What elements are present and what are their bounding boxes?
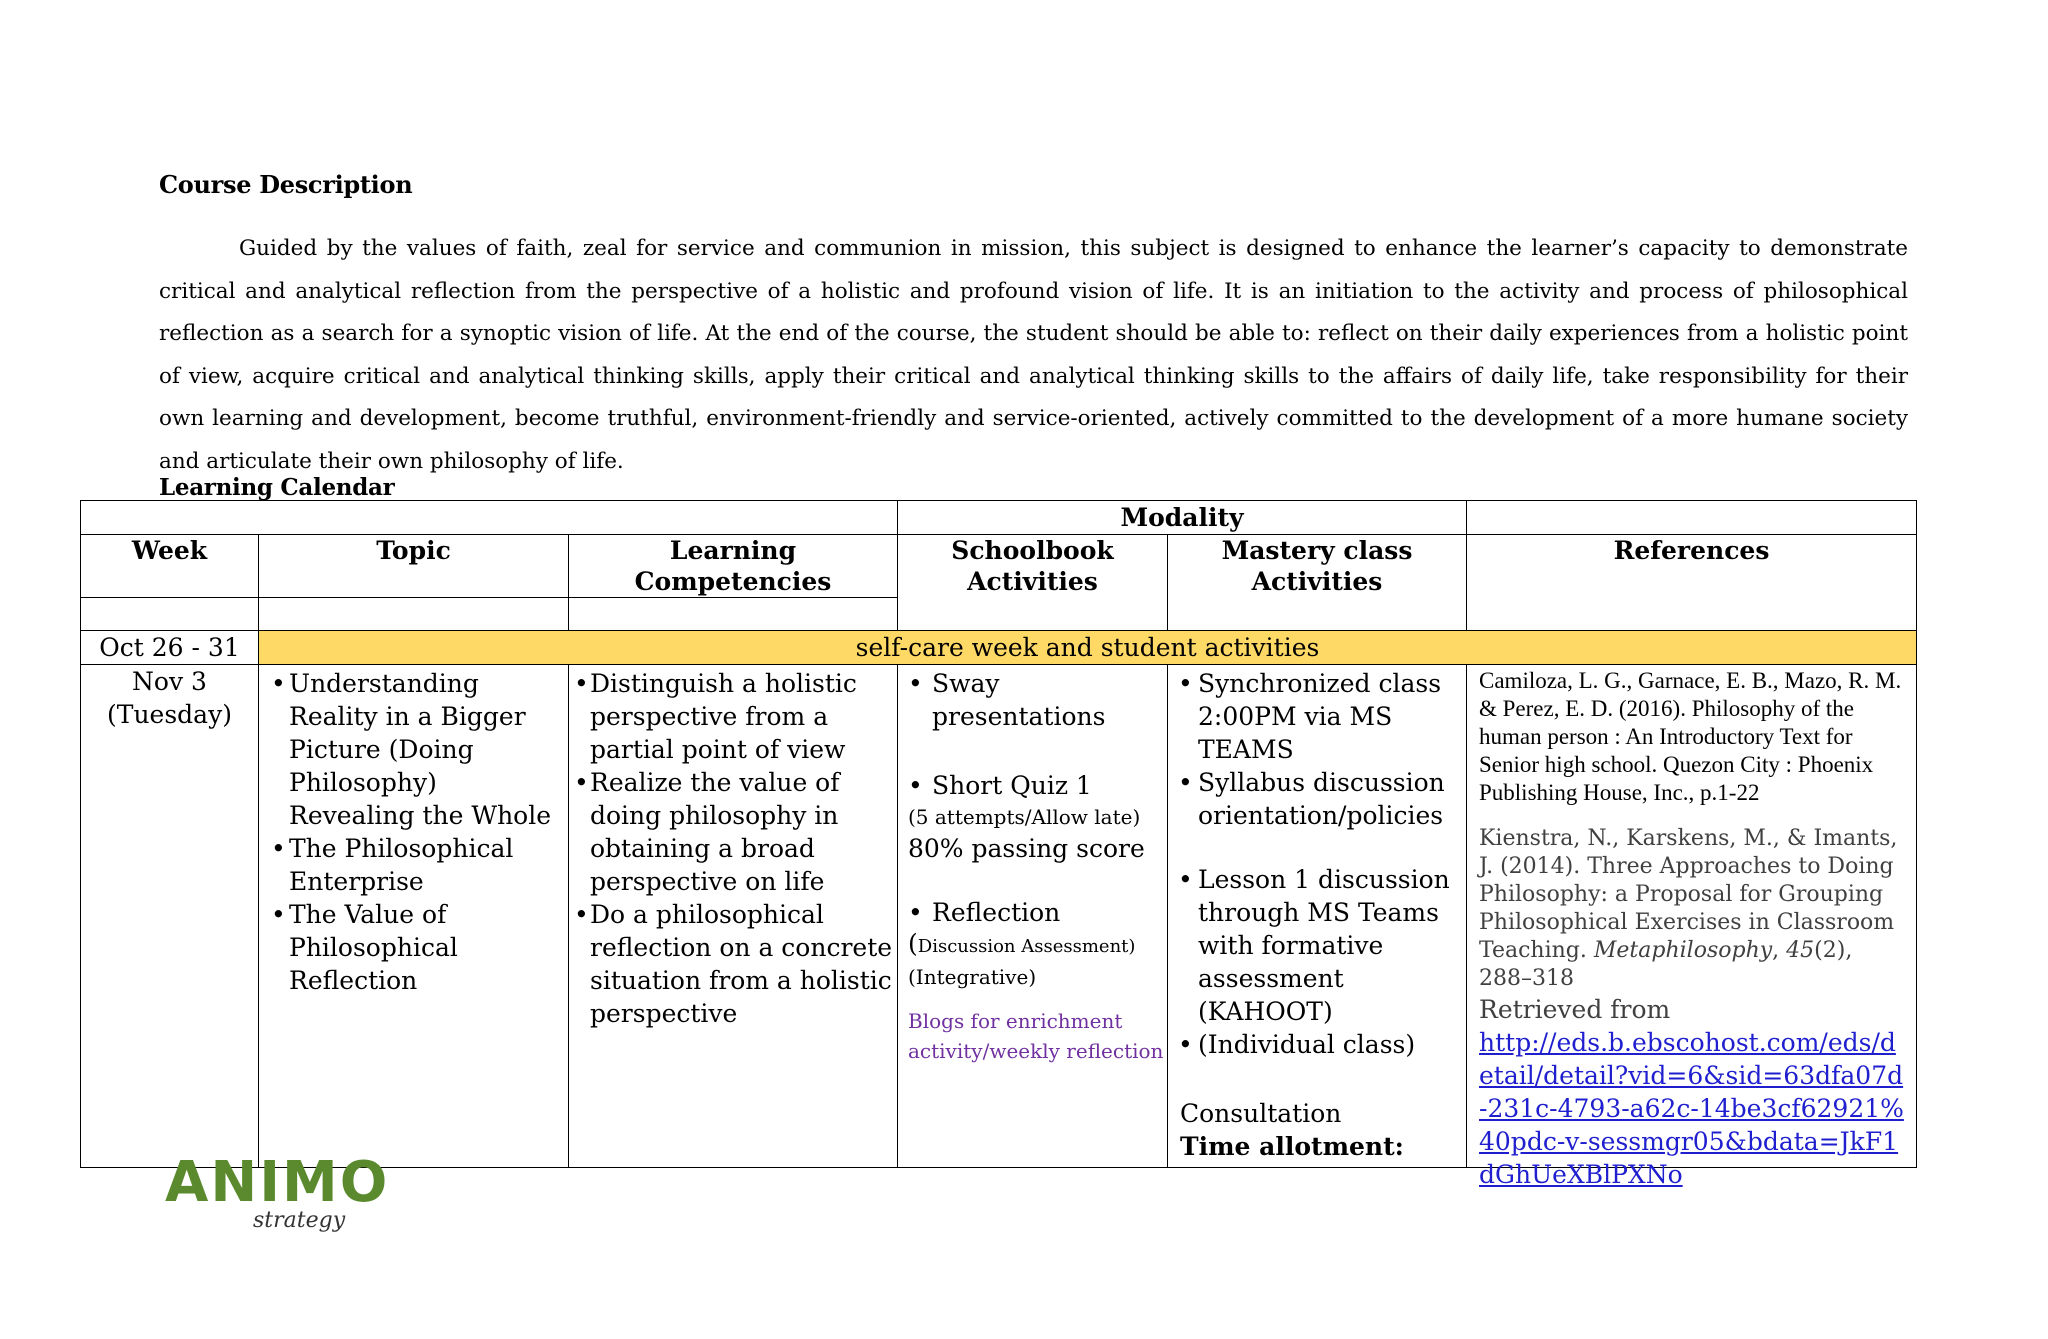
- header-topic: Topic: [259, 535, 569, 598]
- reference-issue-pages: (2), 288–318: [1479, 938, 1853, 991]
- mastery-item: • Lesson 1 discussion through MS Teams with formative assessment (KAHOOT): [1168, 863, 1466, 1028]
- competency-item: • Realize the value of doing philosophy in obtaining a broad perspective on life: [569, 766, 897, 898]
- header-references: References: [1467, 535, 1917, 631]
- mastery-time-allotment: Time allotment:: [1180, 1132, 1404, 1161]
- schoolbook-quiz-score: 80% passing score: [908, 834, 1145, 863]
- selfcare-week: Oct 26 - 31: [81, 631, 259, 665]
- schoolbook-reflection: • Reflection: [908, 896, 1167, 929]
- header-mastery: [1168, 535, 1467, 631]
- mastery-consultation: Consultation: [1180, 1099, 1342, 1128]
- topic-item: • Understanding Reality in a Bigger Picture (Doing Philosophy) Revealing the Whole: [259, 667, 568, 832]
- reference-link-wrap: [1479, 1026, 1904, 1189]
- modality-row: [81, 501, 1917, 535]
- schoolbook-reflection-note: [908, 929, 1167, 962]
- course-description: Guided by the values of faith, zeal for service and communion in mission, this subject is designed to enhance the learner’s capacity to demonstrate critical and analytical reflection from the perspective of a holistic and profound vision of life. It is an initiation to the activity and process of philosophical reflection as a search for a synoptic vision of life. At the end of the course, the student should be able to: reflect on their daily experiences from a holistic point of view, acquire critical and analytical thinking skills, apply their critical and analytical thinking skills to the affairs of daily life, take responsibility for their own learning and development, become truthful, environment-friendly and service-oriented, actively committed to the development of a more humane society and articulate their own philosophy of life.: [159, 236, 1908, 474]
- week-cell: [81, 665, 259, 1168]
- header-week: Week: [81, 535, 259, 598]
- schoolbook-sway: • Sway presentations: [908, 667, 1167, 733]
- header-topic-blank: [259, 598, 569, 631]
- reference-retrieved: Retrieved from: [1479, 995, 1671, 1024]
- schoolbook-quiz: • Short Quiz 1: [908, 769, 1167, 802]
- calendar-heading: Learning Calendar: [159, 474, 395, 501]
- logo-text: ANIMO: [165, 1150, 390, 1215]
- topic-item: • The Value of Philosophical Reflection: [259, 898, 568, 997]
- mastery-item: • Synchronized class 2:00PM via MS TEAMS: [1168, 667, 1466, 766]
- header-mastery-line1: Mastery class: [1221, 536, 1413, 565]
- header-week-blank: [81, 598, 259, 631]
- reference-volume: 45: [1786, 938, 1815, 963]
- competency-item: • Distinguish a holistic perspective from a partial point of view: [569, 667, 897, 766]
- week-day: (Tuesday): [107, 700, 232, 729]
- reference-kienstra-text: Kienstra, N., Karskens, M., & Imants, J. (2014). Three Approaches to Doing Philosophy: a Proposal for Grouping Philosophical Exercises in Classroom Teaching.: [1479, 826, 1898, 963]
- schoolbook-cell: [898, 665, 1168, 1168]
- modality-blank-cell: [81, 501, 898, 535]
- mastery-item: • Syllabus discussion orientation/policies: [1168, 766, 1466, 832]
- course-heading: Course Description: [159, 170, 413, 199]
- week-date: Nov 3: [132, 667, 207, 696]
- reference-journal: Metaphilosophy: [1593, 938, 1773, 963]
- header-row-1: [81, 535, 1917, 598]
- header-schoolbook-line2: Activities: [967, 567, 1098, 596]
- reference-link[interactable]: http://eds.b.ebscohost.com/eds/detail/detail?vid=6&sid=63dfa07d-231c-4793-a62c-14be3cf62921%40pdc-v-sessmgr05&bdata=JkF1dGhUeXBlPXNo: [1479, 1028, 1904, 1189]
- mastery-item: • (Individual class): [1168, 1028, 1466, 1061]
- selfcare-banner: self-care week and student activities: [259, 631, 1917, 665]
- reference-sep: ,: [1772, 938, 1787, 963]
- header-competencies-blank: [569, 598, 898, 631]
- header-competencies: Learning Competencies: [569, 535, 898, 598]
- animo-strategy-logo: [165, 1150, 390, 1235]
- schoolbook-integrative: (Integrative): [908, 965, 1037, 989]
- competency-item: • Do a philosophical reflection on a concrete situation from a holistic perspective: [569, 898, 897, 1030]
- header-schoolbook: [898, 535, 1168, 631]
- references-cell: [1467, 665, 1917, 1189]
- paren-open: (: [908, 929, 918, 958]
- logo-subtext: strategy: [253, 1208, 346, 1233]
- discussion-assessment-text: Discussion Assessment): [917, 936, 1136, 957]
- schoolbook-quiz-note: (5 attempts/Allow late): [908, 805, 1141, 829]
- week-row-nov3: [81, 665, 1917, 1168]
- competencies-cell: [569, 665, 898, 1168]
- header-mastery-line2: Activities: [1251, 567, 1383, 596]
- selfcare-row: [81, 631, 1917, 665]
- reference-camiloza: Camiloza, L. G., Garnace, E. B., Mazo, R. M. & Perez, E. D. (2016). Philosophy of the human person : An Introductory Text for Senior high school. Quezon City : Phoenix Publishing House, Inc., p.1-22: [1479, 668, 1902, 805]
- schoolbook-blogs: Blogs for enrichment activity/weekly reflection: [908, 1009, 1164, 1063]
- header-schoolbook-line1: Schoolbook: [951, 536, 1114, 565]
- modality-label: Modality: [898, 501, 1467, 535]
- modality-refs-blank: [1467, 501, 1917, 535]
- topic-item: • The Philosophical Enterprise: [259, 832, 568, 898]
- topic-cell: [259, 665, 569, 1168]
- reference-kienstra: [1479, 825, 1904, 993]
- mastery-cell: [1168, 665, 1467, 1168]
